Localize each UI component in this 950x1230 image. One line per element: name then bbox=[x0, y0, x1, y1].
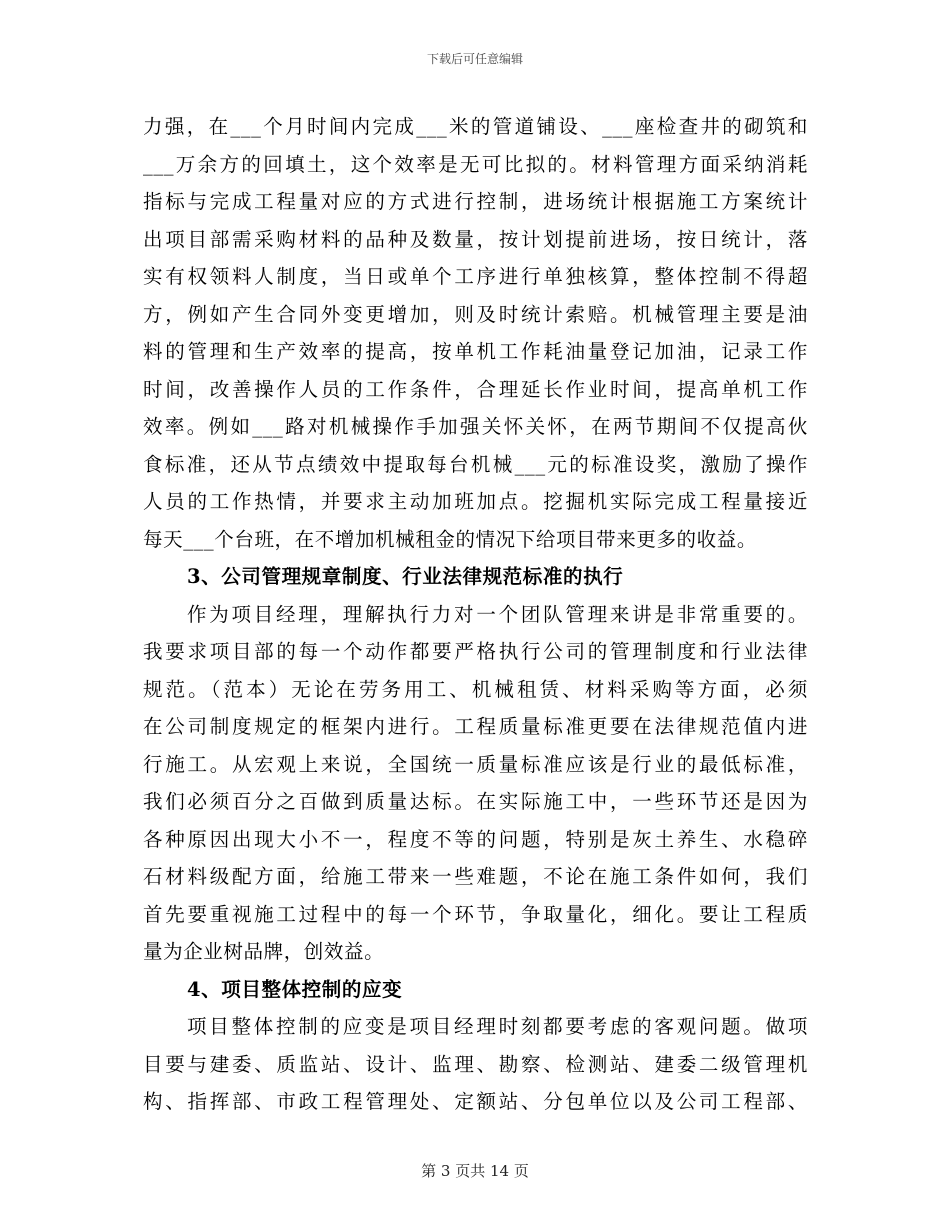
text-line: 在公司制度规定的框架内进行。工程质量标准更要在法律规范值内进 bbox=[143, 715, 808, 738]
text-line: 量为企业树品牌，创效益。 bbox=[143, 940, 385, 963]
document-body bbox=[143, 108, 808, 1121]
text-line: 我要求项目部的每一个动作都要严格执行公司的管理制度和行业法律 bbox=[143, 640, 808, 663]
text-line: 石材料级配方面，给施工带来一些难题，不论在施工条件如何，我们 bbox=[143, 865, 808, 888]
section-heading: 4、项目整体控制的应变 bbox=[187, 977, 403, 1001]
text-line: 行施工。从宏观上来说，全国统一质量标准应该是行业的最低标准， bbox=[143, 752, 808, 776]
paragraph-first-line: 项目整体控制的应变是项目经理时刻都要考虑的客观问题。做项 bbox=[187, 1015, 808, 1038]
text-line: 效率。例如___路对机械操作手加强关怀关怀，在两节期间不仅提高伙 bbox=[143, 415, 808, 438]
text-line: 我们必须百分之百做到质量达标。在实际施工中，一些环节还是因为 bbox=[143, 790, 808, 813]
text-line: ___万余方的回填土，这个效率是无可比拟的。材料管理方面采纳消耗 bbox=[143, 152, 808, 176]
text-line: 构、指挥部、市政工程管理处、定额站、分包单位以及公司工程部、 bbox=[143, 1090, 808, 1113]
text-line: 指标与完成工程量对应的方式进行控制，进场统计根据施工方案统计 bbox=[143, 190, 808, 213]
page-footer: 第 3 页共 14 页 bbox=[421, 1162, 529, 1180]
text-line: 实有权领料人制度，当日或单个工序进行单独核算，整体控制不得超 bbox=[143, 265, 808, 288]
section-heading: 3、公司管理规章制度、行业法律规范标准的执行 bbox=[187, 565, 624, 588]
text-line: 力强，在___个月时间内完成___米的管道铺设、___座检查井的砌筑和 bbox=[143, 115, 808, 138]
page-header: 下载后可任意编辑 bbox=[426, 52, 523, 66]
text-line: 各种原因出现大小不一，程度不等的问题，特别是灰土养生、水稳碎 bbox=[143, 827, 808, 851]
text-line: 目要与建委、质监站、设计、监理、勘察、检测站、建委二级管理机 bbox=[143, 1052, 808, 1076]
text-line: 规范。（范本）无论在劳务用工、机械租赁、材料采购等方面，必须 bbox=[143, 677, 808, 701]
text-line: 方，例如产生合同外变更增加，则及时统计索赔。机械管理主要是油 bbox=[143, 302, 808, 326]
text-line: 首先要重视施工过程中的每一个环节，争取量化，细化。要让工程质 bbox=[143, 902, 808, 926]
text-line: 出项目部需采购材料的品种及数量，按计划提前进场，按日统计，落 bbox=[143, 227, 808, 251]
text-line: 食标准，还从节点绩效中提取每台机械___元的标准设奖，激励了操作 bbox=[143, 452, 808, 476]
text-line: 时间，改善操作人员的工作条件，合理延长作业时间，提高单机工作 bbox=[143, 377, 808, 401]
text-line: 每天___个台班，在不增加机械租金的情况下给项目带来更多的收益。 bbox=[143, 527, 757, 551]
text-line: 人员的工作热情，并要求主动加班加点。挖掘机实际完成工程量接近 bbox=[143, 490, 808, 513]
paragraph-first-line: 作为项目经理，理解执行力对一个团队管理来讲是非常重要的。 bbox=[187, 602, 808, 626]
text-line: 料的管理和生产效率的提高，按单机工作耗油量登记加油，记录工作 bbox=[143, 340, 808, 363]
